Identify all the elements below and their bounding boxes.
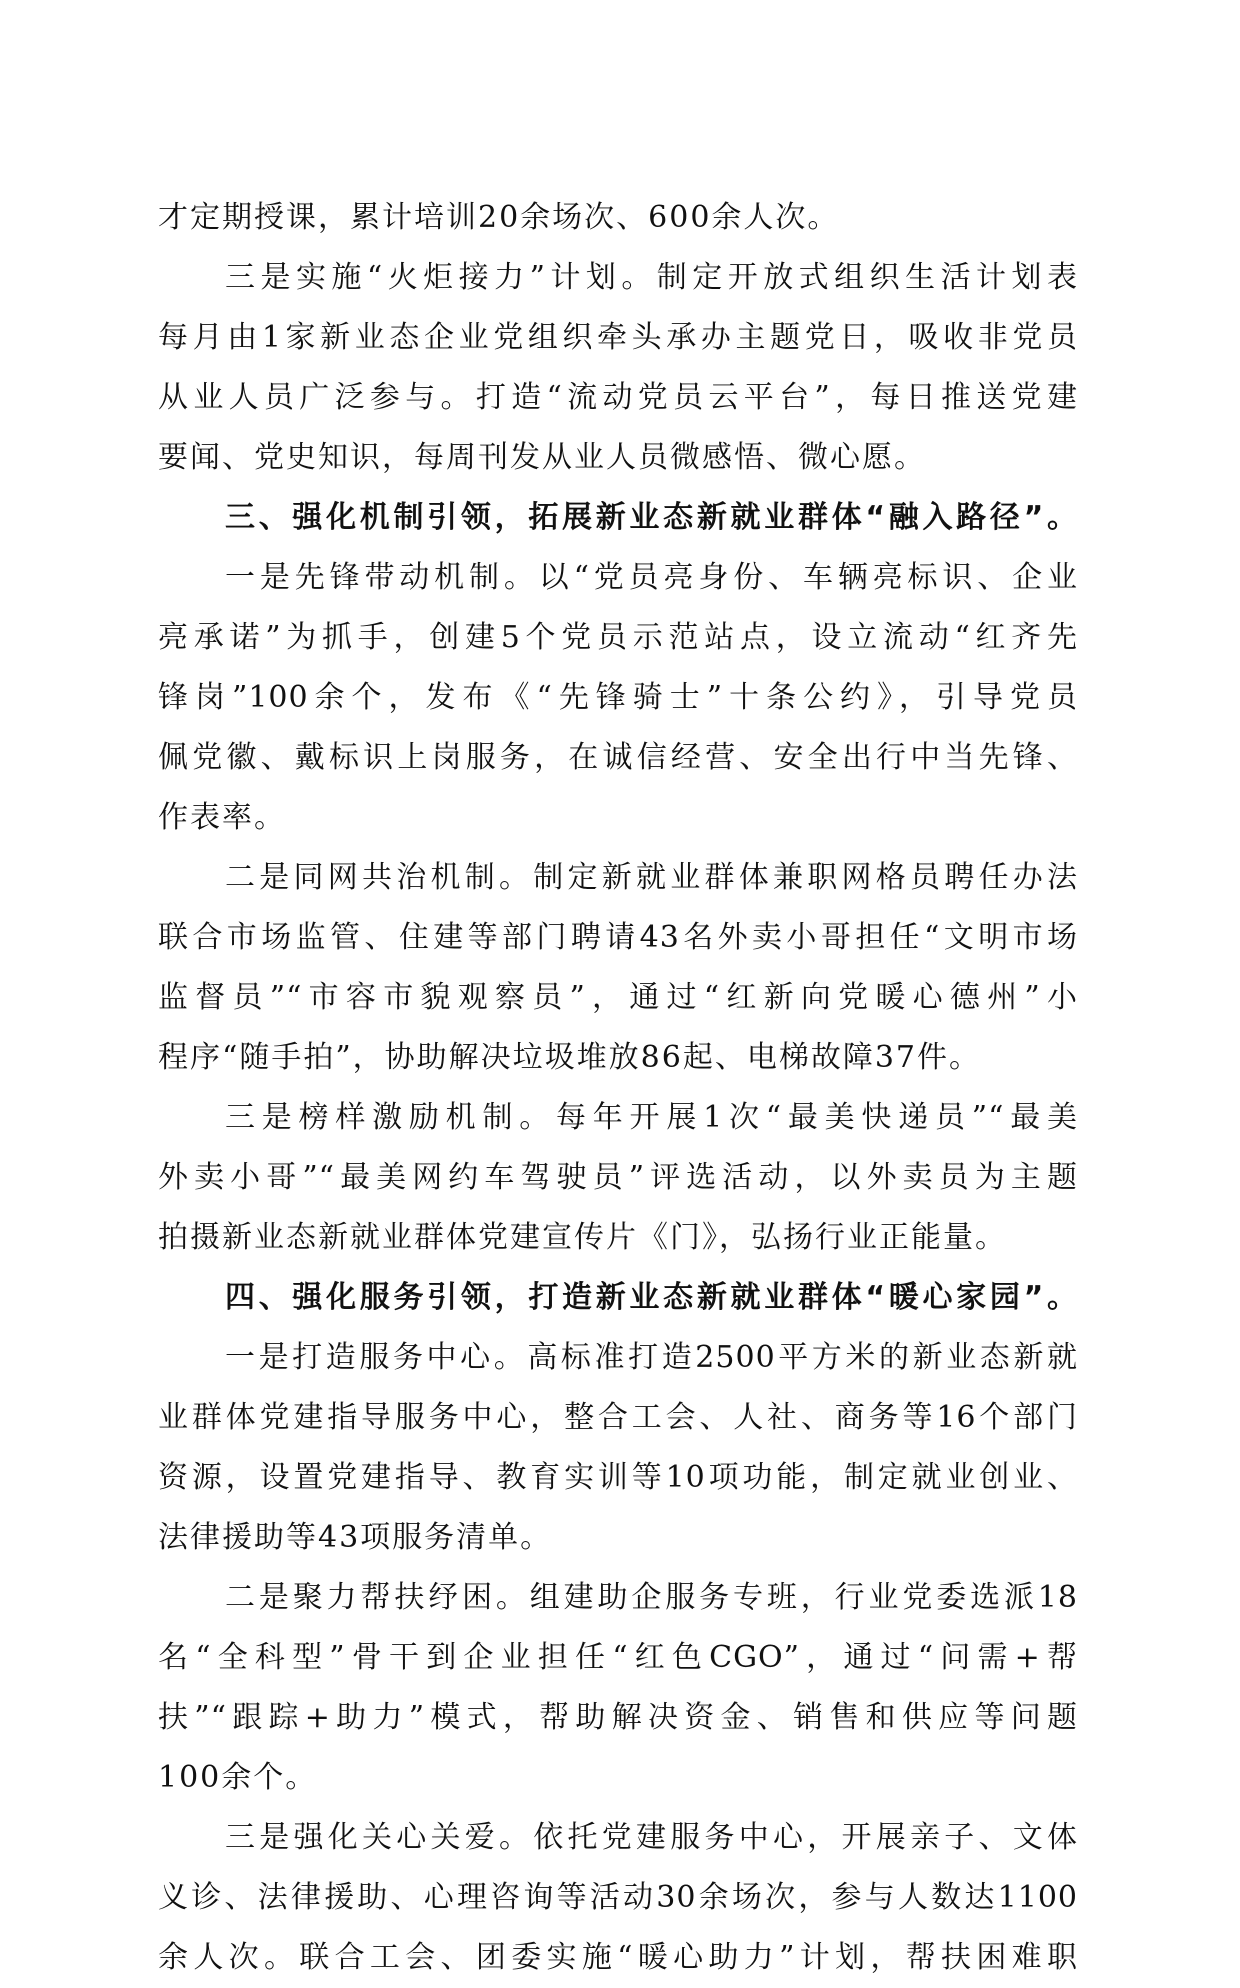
paragraph-line: 才定期授课，累计培训20余场次、600余人次。: [158, 200, 840, 235]
paragraph-line: 佩党徽、戴标识上岗服务，在诚信经营、安全出行中当先锋、: [158, 740, 1078, 775]
paragraph-line: 外卖小哥”“最美网约车驾驶员”评选活动，以外卖员为主题: [158, 1160, 1078, 1195]
paragraph-line: 作表率。: [158, 800, 286, 835]
paragraph-line: 100余个。: [158, 1760, 318, 1795]
paragraph-line: 锋岗”100余个，发布《“先锋骑士”十条公约》，引导党员: [158, 680, 1078, 715]
section-heading-3: 三、强化机制引领，拓展新业态新就业群体“融入路径”。: [225, 500, 1078, 535]
paragraph-line: 义诊、法律援助、心理咨询等活动30余场次，参与人数达1100: [158, 1880, 1078, 1915]
paragraph-line: 法律援助等43项服务清单。: [158, 1520, 553, 1555]
paragraph-line: 三是实施“火炬接力”计划。制定开放式组织生活计划表: [225, 260, 1078, 295]
paragraph-line: 余人次。联合工会、团委实施“暖心助力”计划，帮扶困难职: [158, 1940, 1078, 1975]
paragraph-line: 一是打造服务中心。高标准打造2500平方米的新业态新就: [225, 1340, 1078, 1375]
paragraph-line: 从业人员广泛参与。打造“流动党员云平台”，每日推送党建: [158, 380, 1078, 415]
paragraph-line: 一是先锋带动机制。以“党员亮身份、车辆亮标识、企业: [225, 560, 1078, 595]
section-heading-4: 四、强化服务引领，打造新业态新就业群体“暖心家园”。: [225, 1280, 1078, 1315]
paragraph-line: 二是聚力帮扶纾困。组建助企服务专班，行业党委选派18: [225, 1580, 1078, 1615]
paragraph-line: 联合市场监管、住建等部门聘请43名外卖小哥担任“文明市场: [158, 920, 1078, 955]
paragraph-line: 三是强化关心关爱。依托党建服务中心，开展亲子、文体: [225, 1820, 1078, 1855]
paragraph-line: 每月由1家新业态企业党组织牵头承办主题党日，吸收非党员: [158, 320, 1078, 355]
paragraph-line: 二是同网共治机制。制定新就业群体兼职网格员聘任办法: [225, 860, 1078, 895]
paragraph-line: 拍摄新业态新就业群体党建宣传片《门》，弘扬行业正能量。: [158, 1220, 1007, 1255]
paragraph-line: 监督员”“市容市貌观察员”，通过“红新向党暖心德州”小: [158, 980, 1078, 1015]
paragraph-line: 资源，设置党建指导、教育实训等10项功能，制定就业创业、: [158, 1460, 1078, 1495]
paragraph-line: 要闻、党史知识，每周刊发从业人员微感悟、微心愿。: [158, 440, 926, 475]
paragraph-line: 扶”“跟踪+助力”模式，帮助解决资金、销售和供应等问题: [158, 1700, 1078, 1735]
paragraph-line: 名“全科型”骨干到企业担任“红色CGO”，通过“问需+帮: [158, 1640, 1078, 1675]
paragraph-line: 业群体党建指导服务中心，整合工会、人社、商务等16个部门: [158, 1400, 1078, 1435]
paragraph-line: 程序“随手拍”，协助解决垃圾堆放86起、电梯故障37件。: [158, 1040, 982, 1075]
paragraph-line: 亮承诺”为抓手，创建5个党员示范站点，设立流动“红齐先: [158, 620, 1078, 655]
paragraph-line: 三是榜样激励机制。每年开展1次“最美快递员”“最美: [225, 1100, 1078, 1135]
